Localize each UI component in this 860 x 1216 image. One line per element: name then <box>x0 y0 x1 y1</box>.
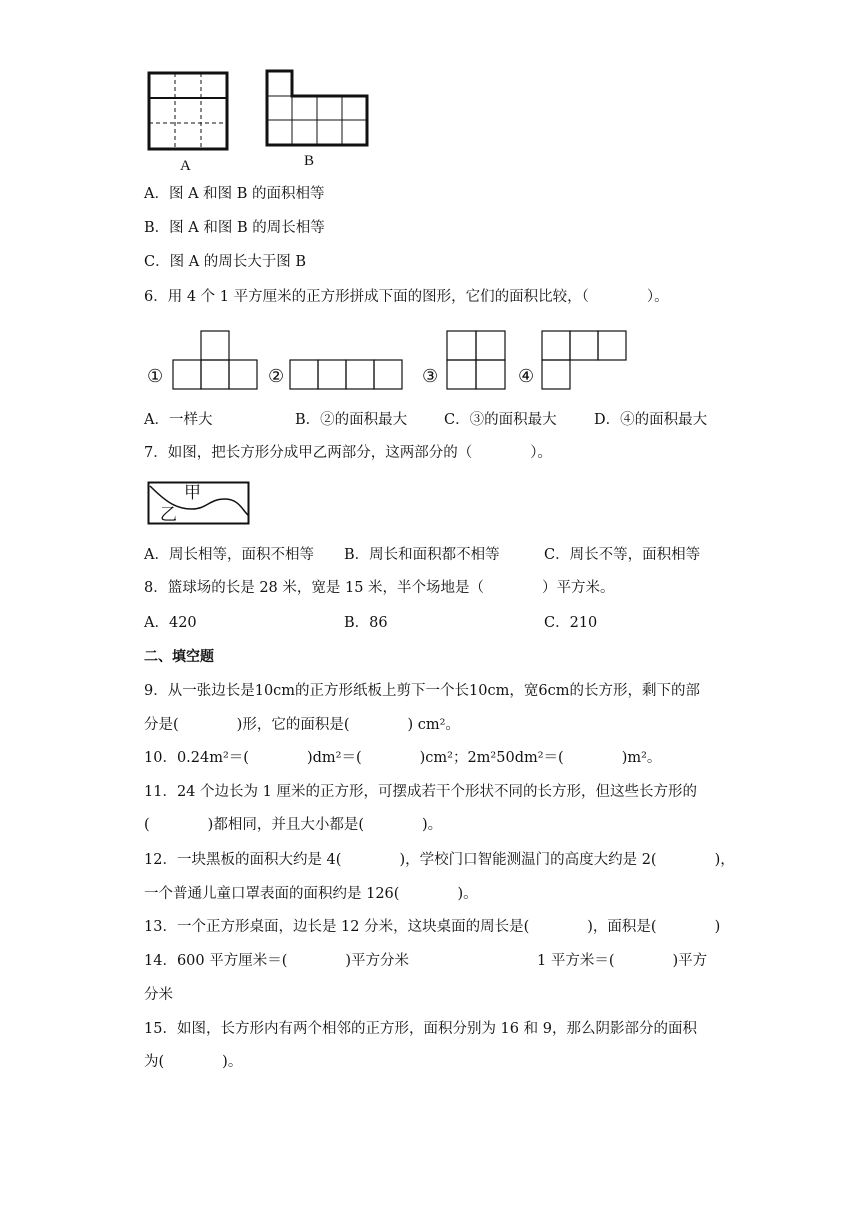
q7-option-b[interactable]: B．周长和面积都不相等 <box>344 547 500 563</box>
q15-line1: 15．如图，长方形内有两个相邻的正方形，面积分别为 16 和 9，那么阴影部分的面积 <box>144 1021 697 1037</box>
q5-option-a[interactable]: A．图 A 和图 B 的面积相等 <box>144 186 325 202</box>
q6-shape-3 <box>447 331 505 389</box>
q6-shape-label-3: ③ <box>422 366 439 386</box>
section-title-fill-blank: 二、填空题 <box>144 649 214 665</box>
q8-option-c[interactable]: C．210 <box>544 615 598 631</box>
figure-a-grid <box>149 73 227 149</box>
q6-option-c[interactable]: C．③的面积最大 <box>444 412 557 428</box>
q6-shapes-figure <box>140 325 640 395</box>
q6-option-a[interactable]: A．一样大 <box>144 412 213 428</box>
q11-line2: ( )都相同，并且大小都是( )。 <box>144 817 443 833</box>
q11-line1: 11．24 个边长为 1 厘米的正方形，可摆成若干个形状不同的长方形，但这些长方形的 <box>144 784 697 800</box>
q7-option-a[interactable]: A．周长相等，面积不相等 <box>144 547 314 563</box>
q14-part2: 1 平方米＝( )平方 <box>537 953 708 969</box>
q7-option-c[interactable]: C．周长不等，面积相等 <box>544 547 701 563</box>
q10-line: 10．0.24m²＝( )dm²＝( )cm²；2m²50dm²＝( )m²。 <box>144 750 662 766</box>
q15-line2: 为( )。 <box>144 1054 243 1070</box>
q8-stem: 8．篮球场的长是 28 米，宽是 15 米，半个场地是（ ）平方米。 <box>144 580 615 596</box>
q14-line2: 分米 <box>144 987 173 1003</box>
figure-a-label: A <box>180 158 191 174</box>
q8-option-a[interactable]: A．420 <box>144 615 197 631</box>
q5-option-c[interactable]: C．图 A 的周长大于图 B <box>144 254 307 270</box>
q6-option-d[interactable]: D．④的面积最大 <box>594 412 708 428</box>
q6-shape-label-2: ② <box>268 366 285 386</box>
q6-shape-4 <box>542 331 626 389</box>
q6-shape-2 <box>290 360 402 389</box>
q9-line2: 分是( )形，它的面积是( ) cm²。 <box>144 717 460 733</box>
q6-shape-label-4: ④ <box>518 366 535 386</box>
q5-option-b[interactable]: B．图 A 和图 B 的周长相等 <box>144 220 325 236</box>
q6-option-b[interactable]: B．②的面积最大 <box>295 412 408 428</box>
q8-option-b[interactable]: B．86 <box>344 615 388 631</box>
figure-a-b <box>140 66 380 178</box>
q9-line1: 9．从一张边长是10cm的正方形纸板上剪下一个长10cm，宽6cm的长方形，剩下的部 <box>144 683 700 699</box>
q7-label-yi: 乙 <box>160 505 177 525</box>
q13-line: 13．一个正方形桌面，边长是 12 分米，这块桌面的周长是( )，面积是( ) <box>144 919 721 935</box>
q6-shape-1 <box>173 331 257 389</box>
q12-line1: 12．一块黑板的面积大约是 4( )，学校门口智能测温门的高度大约是 2( )， <box>144 852 735 868</box>
figure-b-label: B <box>304 153 315 169</box>
q7-stem: 7．如图，把长方形分成甲乙两部分，这两部分的（ ）。 <box>144 445 552 461</box>
q12-line2: 一个普通儿童口罩表面的面积约是 126( )。 <box>144 886 478 902</box>
q14-part1: 14．600 平方厘米＝( )平方分米 <box>144 953 410 969</box>
q6-stem: 6．用 4 个 1 平方厘米的正方形拼成下面的图形，它们的面积比较，（ ）。 <box>144 289 669 305</box>
q6-shape-label-1: ① <box>147 366 164 386</box>
figure-b-grid <box>267 71 367 145</box>
q7-label-jia: 甲 <box>184 483 201 503</box>
